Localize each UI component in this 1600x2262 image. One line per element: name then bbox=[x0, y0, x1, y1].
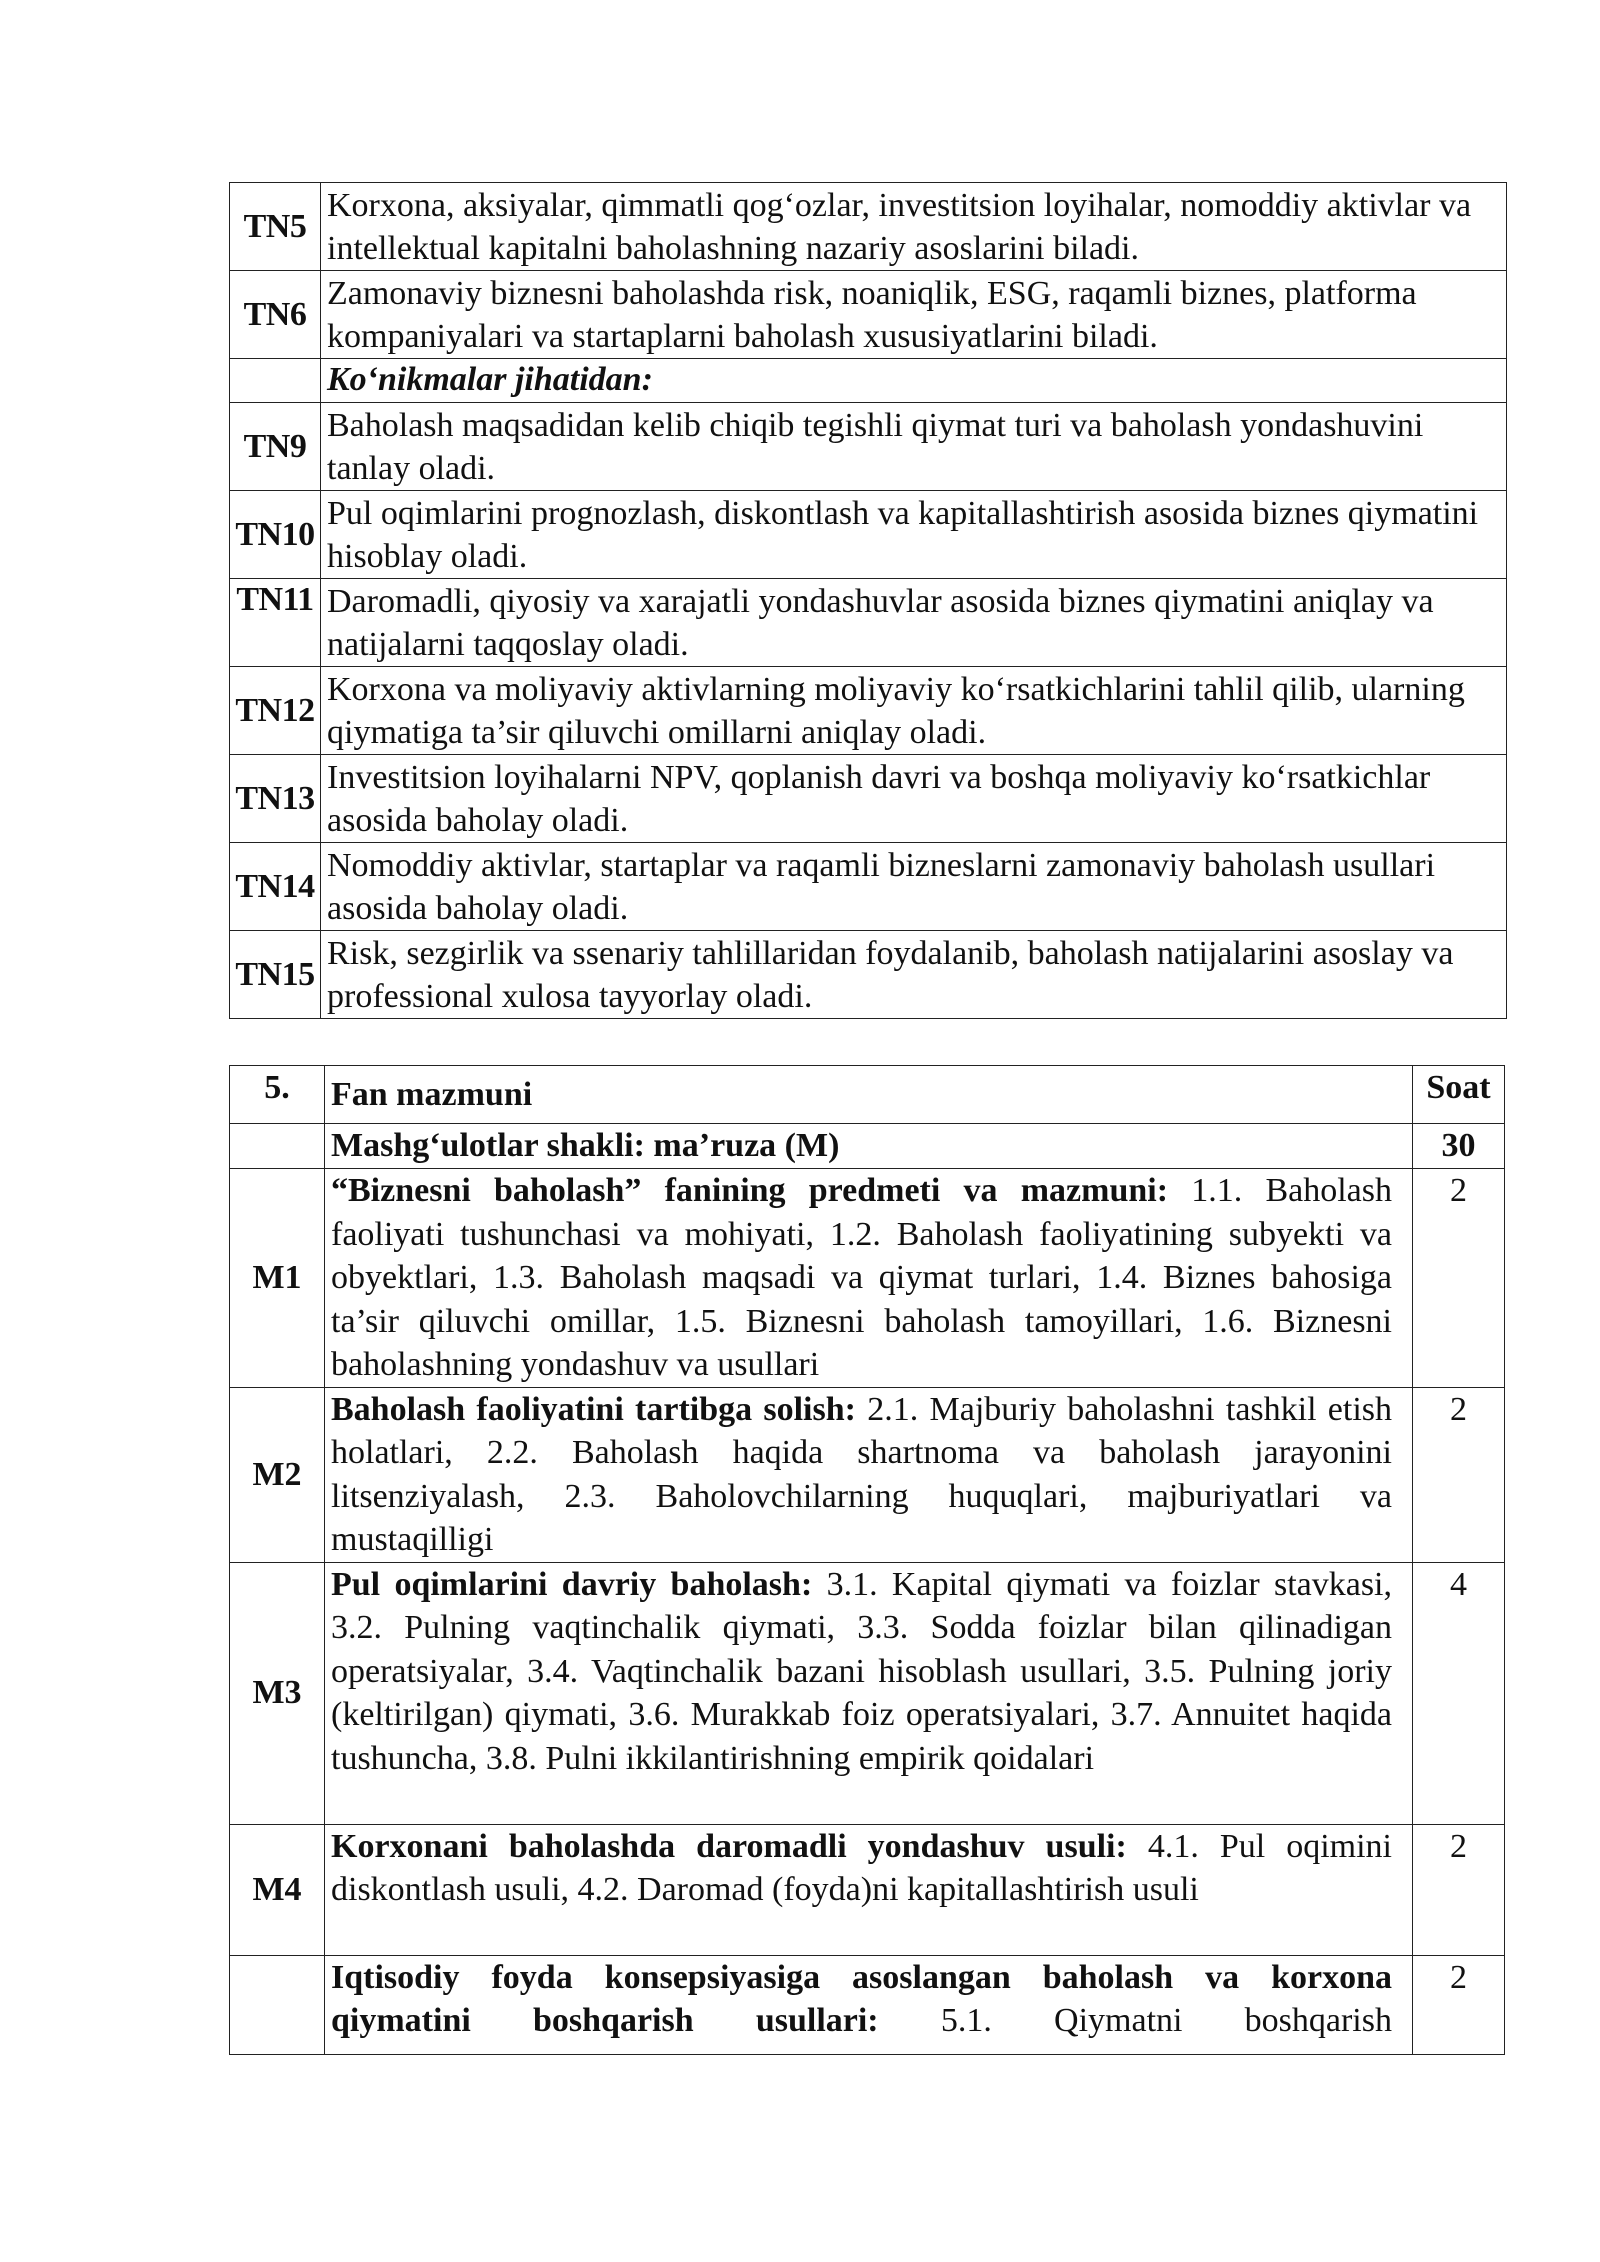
outcome-code: TN6 bbox=[230, 271, 321, 359]
outcome-code: TN10 bbox=[230, 491, 321, 579]
lecture-title: “Biznesni baholash” fanining predmeti va mazmuni: bbox=[331, 1172, 1169, 1209]
outcome-code: TN5 bbox=[230, 183, 321, 271]
table-row bbox=[230, 843, 1507, 931]
table-row bbox=[230, 491, 1507, 579]
outcome-text: Risk, sezgirlik va ssenariy tahlillaridan foydalanib, baholash natijalarini asoslay va professional xulosa tayyorlay oladi. bbox=[321, 931, 1507, 1019]
lesson-form: Mashg‘ulotlar shakli: ma’ruza (M) bbox=[325, 1124, 1413, 1169]
outcome-code bbox=[230, 359, 321, 403]
hours-header: Soat bbox=[1413, 1066, 1505, 1124]
section-number: 5. bbox=[230, 1066, 325, 1124]
table-header-row bbox=[230, 1066, 1505, 1124]
outcome-code: TN9 bbox=[230, 403, 321, 491]
lecture-content bbox=[325, 1387, 1413, 1562]
outcome-text: Korxona va moliyaviy aktivlarning moliyaviy ko‘rsatkichlarini tahlil qilib, ularning qiymatiga ta’sir qiluvchi omillarni aniqlay oladi. bbox=[321, 667, 1507, 755]
table-row bbox=[230, 359, 1507, 403]
outcome-text: Nomoddiy aktivlar, startaplar va raqamli bizneslarni zamonaviy baholash usullari asosida baholay oladi. bbox=[321, 843, 1507, 931]
table-row bbox=[230, 1387, 1505, 1562]
outcome-code: TN13 bbox=[230, 755, 321, 843]
lecture-code: M1 bbox=[230, 1169, 325, 1388]
table-row bbox=[230, 271, 1507, 359]
lecture-content bbox=[325, 1562, 1413, 1824]
course-content-table bbox=[229, 1065, 1505, 2055]
table-row bbox=[230, 1169, 1505, 1388]
lecture-hours: 2 bbox=[1413, 1387, 1505, 1562]
lecture-title: Pul oqimlarini davriy baholash: bbox=[331, 1565, 813, 1603]
table-row bbox=[230, 403, 1507, 491]
outcome-code: TN15 bbox=[230, 931, 321, 1019]
outcome-code: TN14 bbox=[230, 843, 321, 931]
empty-cell bbox=[230, 1124, 325, 1169]
table-row bbox=[230, 183, 1507, 271]
outcome-text: Pul oqimlarini prognozlash, diskontlash va kapitallashtirish asosida biznes qiymatini hisoblay oladi. bbox=[321, 491, 1507, 579]
lecture-content bbox=[325, 1955, 1413, 2054]
outcome-text: Korxona, aksiyalar, qimmatli qog‘ozlar, investitsion loyihalar, nomoddiy aktivlar va intellektual kapitalni baholashning nazariy asoslarini biladi. bbox=[321, 183, 1507, 271]
lecture-topics: 5.1. Qiymatni boshqarish bbox=[878, 2002, 1392, 2039]
outcome-text: Zamonaviy biznesni baholashda risk, noaniqlik, ESG, raqamli biznes, platforma kompaniyalari va startaplarni baholash xususiyatlarini biladi. bbox=[321, 271, 1507, 359]
outcome-text: Daromadli, qiyosiy va xarajatli yondashuvlar asosida biznes qiymatini aniqlay va natijalarni taqqoslay oladi. bbox=[321, 579, 1507, 667]
table-row bbox=[230, 1955, 1505, 2054]
lecture-hours: 2 bbox=[1413, 1824, 1505, 1955]
table-row bbox=[230, 1124, 1505, 1169]
section-title: Fan mazmuni bbox=[325, 1066, 1413, 1124]
lecture-code: M3 bbox=[230, 1562, 325, 1824]
lecture-hours: 4 bbox=[1413, 1562, 1505, 1824]
lecture-code: M4 bbox=[230, 1824, 325, 1955]
lecture-code bbox=[230, 1955, 325, 2054]
lecture-title: Korxonani baholashda daromadli yondashuv usuli: bbox=[331, 1827, 1127, 1865]
table-row bbox=[230, 1562, 1505, 1824]
outcome-code: TN11 bbox=[230, 579, 321, 667]
lecture-topics: 2.1. Majburiy baholashni tashkil etish holatlari, 2.2. Baholash haqida shartnoma va baholash jarayonini litsenziyalash, 2.3. Baholovchilarning huquqlari, majburiyatlari va mustaqilligi bbox=[331, 1390, 1393, 1558]
lecture-title: Iqtisodiy foyda konsepsiyasiga asoslangan baholash va korxona qiymatini boshqarish usullari: bbox=[331, 1958, 1392, 2039]
lecture-hours: 2 bbox=[1413, 1955, 1505, 2054]
section-subheading: Ko‘nikmalar jihatidan: bbox=[321, 359, 1507, 403]
total-hours: 30 bbox=[1413, 1124, 1505, 1169]
outcome-text: Investitsion loyihalarni NPV, qoplanish davri va boshqa moliyaviy ko‘rsatkichlar asosida baholay oladi. bbox=[321, 755, 1507, 843]
learning-outcomes-table bbox=[229, 182, 1507, 1019]
table-row bbox=[230, 931, 1507, 1019]
lecture-topics: 3.1. Kapital qiymati va foizlar stavkasi, 3.2. Pulning vaqtinchalik qiymati, 3.3. Sodda foizlar bilan qilinadigan operatsiyalar, 3.4. Vaqtinchalik bazani hisoblash usullari, 3.5. Pulning joriy (keltirilgan) qiymati, 3.6. Murakkab foiz operatsiyalari, 3.7. Annuitet haqida tushuncha, 3.8. Pulni ikkilantirishning empirik qoidalari bbox=[331, 1565, 1392, 1777]
lecture-content bbox=[325, 1169, 1413, 1388]
lecture-hours: 2 bbox=[1413, 1169, 1505, 1388]
table-row bbox=[230, 579, 1507, 667]
table-row bbox=[230, 1824, 1505, 1955]
table-row bbox=[230, 755, 1507, 843]
lecture-topics: 1.1. Baholash faoliyati tushunchasi va mohiyati, 1.2. Baholash faoliyatining subyekti va obyektlari, 1.3. Baholash maqsadi va qiymat turlari, 1.4. Biznes bahosiga ta’sir qiluvchi omillar, 1.5. Biznesni baholash tamoyillari, 1.6. Biznesni baholashning yondashuv va usullari bbox=[331, 1172, 1392, 1383]
outcome-text: Baholash maqsadidan kelib chiqib tegishli qiymat turi va baholash yondashuvini tanlay oladi. bbox=[321, 403, 1507, 491]
lecture-topics: 4.1. Pul oqimini diskontlash usuli, 4.2. Daromad (foyda)ni kapitallashtirish usuli bbox=[331, 1827, 1392, 1908]
lecture-code: M2 bbox=[230, 1387, 325, 1562]
outcome-code: TN12 bbox=[230, 667, 321, 755]
lecture-title: Baholash faoliyatini tartibga solish: bbox=[331, 1390, 856, 1428]
lecture-content bbox=[325, 1824, 1413, 1955]
table-row bbox=[230, 667, 1507, 755]
